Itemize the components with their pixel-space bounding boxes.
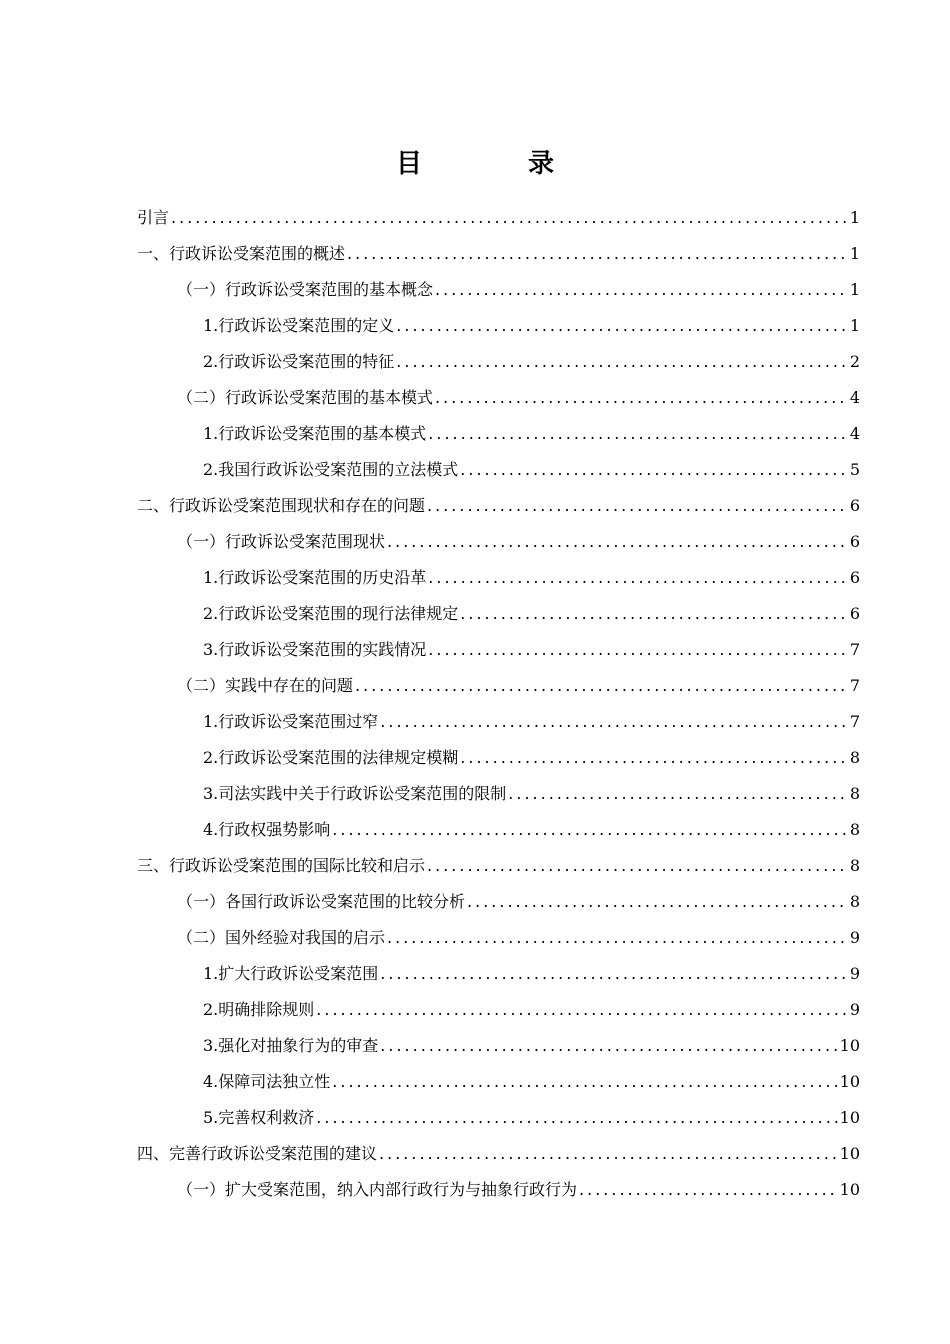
toc-dot-leader — [428, 560, 848, 596]
toc-dot-leader — [460, 452, 848, 488]
toc-entry-page-number: 10 — [839, 1180, 860, 1199]
toc-entry-label: （一）扩大受案范围，纳入内部行政行为与抽象行政行为 — [177, 1180, 578, 1199]
toc-dot-leader — [380, 704, 848, 740]
toc-entry[interactable] — [137, 560, 860, 596]
toc-entry-label: 1.行政诉讼受案范围过窄 — [203, 712, 379, 731]
toc-entry-page-number: 1 — [849, 316, 860, 335]
toc-entry[interactable] — [137, 884, 860, 920]
toc-entry[interactable] — [137, 452, 860, 488]
toc-entry[interactable] — [137, 920, 860, 956]
toc-dot-leader — [387, 524, 848, 560]
toc-entry-label: 1.行政诉讼受案范围的历史沿革 — [203, 568, 427, 587]
toc-dot-leader — [380, 956, 848, 992]
toc-entry-page-number: 8 — [849, 820, 860, 839]
toc-title: 目 录 — [395, 149, 594, 179]
toc-entry-page-number: 6 — [849, 496, 860, 515]
toc-entry[interactable] — [137, 992, 860, 1028]
toc-entry[interactable] — [137, 1064, 860, 1100]
toc-entry-page-number: 1 — [849, 280, 860, 299]
toc-entry[interactable] — [137, 632, 860, 668]
toc-dot-leader — [316, 1100, 837, 1136]
toc-entry-page-number: 7 — [849, 676, 860, 695]
toc-entry[interactable] — [137, 1028, 860, 1064]
toc-entry-page-number: 10 — [839, 1144, 860, 1163]
toc-dot-leader — [508, 776, 848, 812]
toc-entry[interactable] — [137, 308, 860, 344]
toc-entry[interactable] — [137, 596, 860, 632]
toc-entry[interactable] — [137, 380, 860, 416]
toc-dot-leader — [435, 380, 848, 416]
toc-dot-leader — [396, 308, 848, 344]
toc-dot-leader — [355, 668, 848, 704]
toc-entry-label: 四、完善行政诉讼受案范围的建议 — [137, 1144, 378, 1163]
toc-dot-leader — [380, 1028, 837, 1064]
toc-entry[interactable] — [137, 200, 860, 236]
toc-entry[interactable] — [137, 668, 860, 704]
toc-entry-page-number: 9 — [849, 1000, 860, 1019]
toc-entry-page-number: 6 — [849, 532, 860, 551]
toc-entry-label: 一、行政诉讼受案范围的概述 — [137, 244, 346, 263]
toc-entry-page-number: 4 — [849, 388, 860, 407]
toc-entry-label: 3.行政诉讼受案范围的实践情况 — [203, 640, 427, 659]
toc-entry-label: （一）行政诉讼受案范围的基本概念 — [177, 280, 434, 299]
toc-entry-page-number: 6 — [849, 568, 860, 587]
toc-entry-page-number: 10 — [839, 1036, 860, 1055]
toc-entry-page-number: 10 — [839, 1108, 860, 1127]
toc-entry-label: 1.行政诉讼受案范围的基本模式 — [203, 424, 427, 443]
toc-entry-page-number: 6 — [849, 604, 860, 623]
toc-entry[interactable] — [137, 956, 860, 992]
toc-entry-label: （二）实践中存在的问题 — [177, 676, 354, 695]
toc-entry-page-number: 8 — [849, 892, 860, 911]
toc-entry[interactable] — [137, 1136, 860, 1172]
toc-entry-page-number: 8 — [849, 856, 860, 875]
toc-list — [137, 200, 860, 1208]
toc-entry-page-number: 4 — [849, 424, 860, 443]
toc-entry[interactable] — [137, 524, 860, 560]
toc-entry-label: 1.行政诉讼受案范围的定义 — [203, 316, 395, 335]
toc-dot-leader — [460, 740, 848, 776]
toc-dot-leader — [171, 200, 848, 236]
toc-entry-page-number: 2 — [849, 352, 860, 371]
toc-entry-page-number: 7 — [849, 712, 860, 731]
toc-dot-leader — [428, 416, 848, 452]
toc-entry-label: 三、行政诉讼受案范围的国际比较和启示 — [137, 856, 426, 875]
toc-dot-leader — [379, 1136, 838, 1172]
toc-entry[interactable] — [137, 272, 860, 308]
toc-dot-leader — [316, 992, 848, 1028]
toc-entry-label: 二、行政诉讼受案范围现状和存在的问题 — [137, 496, 426, 515]
toc-entry[interactable] — [137, 1100, 860, 1136]
toc-dot-leader — [428, 632, 848, 668]
toc-entry[interactable] — [137, 812, 860, 848]
toc-dot-leader — [387, 920, 848, 956]
toc-dot-leader — [460, 596, 848, 632]
toc-entry-page-number: 9 — [849, 964, 860, 983]
toc-entry-label: 1.扩大行政诉讼受案范围 — [203, 964, 379, 983]
toc-entry-page-number: 1 — [849, 208, 860, 227]
toc-entry[interactable] — [137, 776, 860, 812]
toc-entry-page-number: 7 — [849, 640, 860, 659]
toc-dot-leader — [332, 1064, 837, 1100]
toc-entry-page-number: 8 — [849, 784, 860, 803]
toc-dot-leader — [332, 812, 848, 848]
toc-entry-label: 2.行政诉讼受案范围的现行法律规定 — [203, 604, 459, 623]
toc-entry-page-number: 5 — [849, 460, 860, 479]
toc-entry-label: 2.明确排除规则 — [203, 1000, 315, 1019]
toc-dot-leader — [435, 272, 848, 308]
toc-entry-label: 2.行政诉讼受案范围的特征 — [203, 352, 395, 371]
toc-entry[interactable] — [137, 236, 860, 272]
toc-dot-leader — [579, 1172, 838, 1208]
toc-entry[interactable] — [137, 488, 860, 524]
toc-entry[interactable] — [137, 1172, 860, 1208]
toc-entry[interactable] — [137, 740, 860, 776]
toc-dot-leader — [347, 236, 848, 272]
toc-entry-label: 5.完善权利救济 — [203, 1108, 315, 1127]
toc-entry[interactable] — [137, 704, 860, 740]
toc-entry-label: （二）国外经验对我国的启示 — [177, 928, 386, 947]
toc-entry-label: 4.行政权强势影响 — [203, 820, 331, 839]
toc-dot-leader — [396, 344, 848, 380]
toc-entry-page-number: 1 — [849, 244, 860, 263]
toc-entry-label: 4.保障司法独立性 — [203, 1072, 331, 1091]
toc-entry-label: 2.我国行政诉讼受案范围的立法模式 — [203, 460, 459, 479]
toc-entry-label: 2.行政诉讼受案范围的法律规定模糊 — [203, 748, 459, 767]
toc-entry[interactable] — [137, 416, 860, 452]
toc-dot-leader — [467, 884, 848, 920]
toc-entry-label: 3.强化对抽象行为的审查 — [203, 1036, 379, 1055]
toc-entry-label: 引言 — [137, 208, 170, 227]
toc-entry[interactable] — [137, 344, 860, 380]
toc-entry[interactable] — [137, 848, 860, 884]
toc-entry-page-number: 8 — [849, 748, 860, 767]
toc-entry-label: 3.司法实践中关于行政诉讼受案范围的限制 — [203, 784, 507, 803]
toc-dot-leader — [427, 848, 848, 884]
toc-entry-label: （一）行政诉讼受案范围现状 — [177, 532, 386, 551]
toc-entry-label: （二）行政诉讼受案范围的基本模式 — [177, 388, 434, 407]
toc-entry-page-number: 9 — [849, 928, 860, 947]
toc-entry-label: （一）各国行政诉讼受案范围的比较分析 — [177, 892, 466, 911]
toc-entry-page-number: 10 — [839, 1072, 860, 1091]
toc-dot-leader — [427, 488, 848, 524]
